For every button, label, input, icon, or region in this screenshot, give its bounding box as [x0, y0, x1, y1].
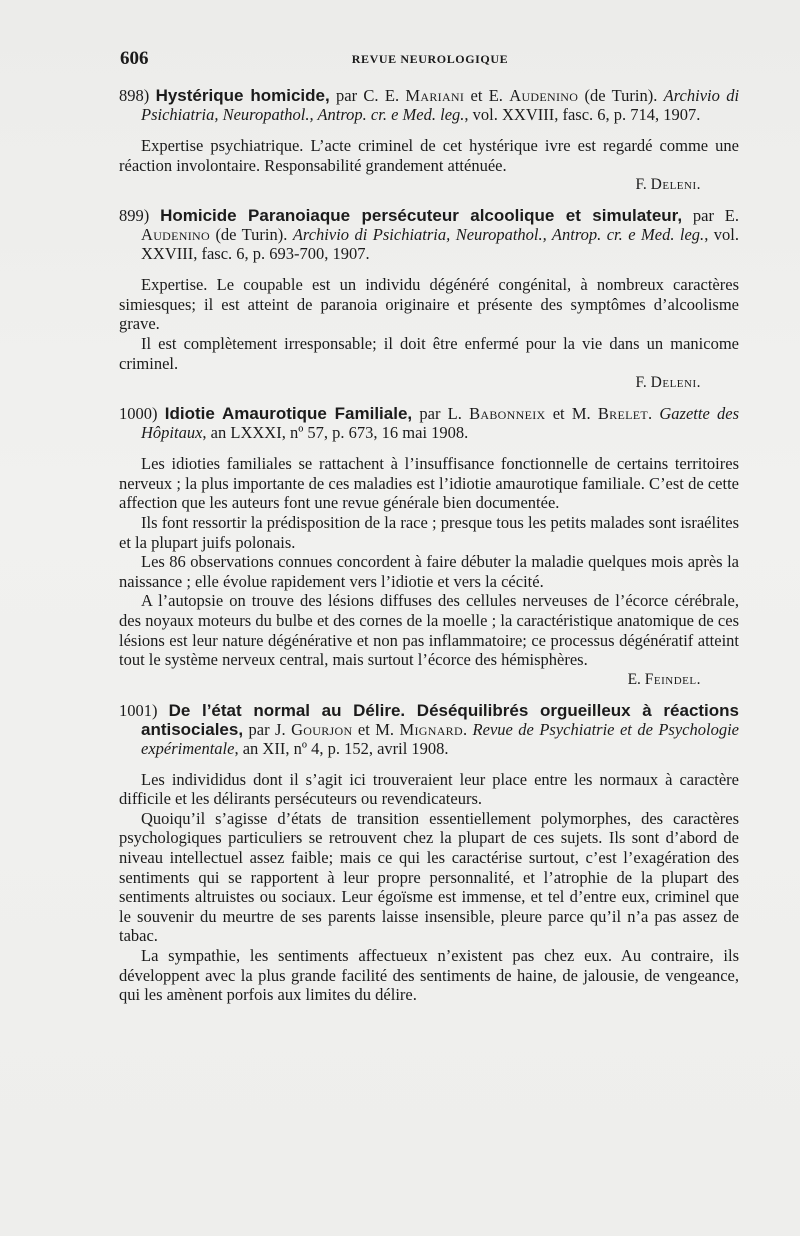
entry-number: 1000) [119, 404, 158, 424]
running-head: REVUE NEUROLOGIQUE [351, 52, 509, 66]
entry-author: Audenino [141, 225, 210, 245]
entry-text: par L. [412, 404, 470, 424]
entry-journal: Archivio di Psichiatria, Neuropathol., Antrop. cr. e Med. leg. [141, 86, 740, 124]
page-number: 606 [120, 48, 149, 69]
page-content [119, 86, 739, 1017]
signature-name: Deleni. [650, 374, 701, 392]
entry-body [119, 275, 739, 373]
entry-text: et M. [352, 719, 400, 739]
entry-journal: Revue de Psychiatrie et de Psychologie expérimentale [141, 719, 739, 758]
entry-reference: , vol. XXVIII, fasc. 6, p. 693-700, 1907. [141, 225, 739, 264]
paragraph: Quoiqu’il s’agisse d’états de transition essentiellement polymorphes, des caractères psychologiques particuliers se retrouvent chez la plupart de ces sujets. Ils sont d’abord de niveau intellectuel assez faible; mais ce qui les caractérise surtout, c’est l’exagération des sentiments qui se rapportent à leur propre personnalité, et l’atrophie de la plupart des sentiments altruistes ou sociaux. Leur égoïsme est immense, et tel d’entre eux, criminel que le souvenir du meurtre de ses parents laisse insensible, pleure parce qu’il n’a pas assez de tabac. [119, 808, 739, 946]
entry-body [119, 136, 739, 175]
entry-text: . [648, 404, 660, 424]
entry-heading [119, 404, 739, 442]
entry-text: (de Turin). [209, 225, 293, 245]
entry-heading [119, 86, 739, 124]
signature-initial: E. [627, 670, 645, 688]
entry-author: Gourjon [291, 719, 353, 739]
entry-number: 1001) [119, 700, 158, 720]
entry-reference: , an LXXXI, nº 57, p. 673, 16 mai 1908. [202, 423, 469, 443]
signature [119, 373, 739, 392]
paragraph: Les individidus dont il s’agit ici trouveraient leur place entre les normaux à caractère difficile et les délirants persécuteurs ou revendicateurs. [119, 769, 739, 809]
entry-journal: Archivio di Psichiatria, Neuropathol., Antrop. cr. e Med. leg. [292, 225, 705, 245]
entry-body [119, 454, 739, 670]
paragraph: Expertise psychiatrique. L’acte criminel de cet hystérique ivre est regardé comme une réaction involontaire. Responsabilité grandement atténuée. [119, 136, 739, 175]
entry-text: par J. [243, 719, 292, 739]
entry-author: Audenino [509, 86, 579, 105]
paragraph: A l’autopsie on trouve des lésions diffuses des cellules nerveuses de l’écorce cérébrale, des noyaux moteurs du bulbe et des cornes de la moelle ; la caractéristique anatomique de ces lésions est leur nature dégénérative et non pas inflammatoire; ce processus dégénératif atteint tout le système nerveux central, mais surtout l’écorce des hémisphères. [119, 591, 739, 670]
review-entry [119, 206, 739, 392]
paragraph: Ils font ressortir la prédisposition de la race ; presque tous les petits malades sont israélites et la plupart juifs polonais. [119, 512, 739, 552]
review-entry [119, 701, 739, 1005]
signature-initial: F. [635, 176, 651, 194]
entry-author: Brelet [597, 404, 649, 424]
entry-author: Mignard [399, 719, 463, 739]
entry-title: Idiotie Amaurotique Familiale, [164, 404, 413, 424]
entry-title: De l’état normal au Délire. Déséquilibrés orgueilleux à réactions antisociales, [141, 700, 740, 739]
entry-author: Mariani [405, 86, 465, 105]
entry-reference: , vol. XXVIII, fasc. 6, p. 714, 1907. [464, 105, 701, 124]
review-entry [119, 86, 739, 194]
signature-initial: F. [635, 374, 651, 392]
signature [119, 175, 739, 194]
entry-title: Homicide Paranoiaque persécuteur alcoolique et simulateur, [160, 206, 683, 226]
entry-number: 898) [119, 86, 150, 105]
entry-body [119, 770, 739, 1005]
entry-title: Hystérique homicide, [155, 86, 330, 105]
entry-text: et M. [545, 404, 598, 424]
entry-text: par C. E. [329, 86, 406, 105]
entry-author: Babonneix [469, 404, 546, 424]
entry-heading [119, 701, 739, 758]
signature [119, 670, 739, 689]
review-entry [119, 404, 739, 689]
entry-text: par E. [682, 206, 739, 226]
entry-journal: Gazette des Hôpitaux [141, 404, 740, 443]
paragraph: Les 86 observations connues concordent à faire débuter la maladie quelques mois après la naissance ; elle évolue rapidement vers l’idiotie et vers la cécité. [119, 552, 739, 591]
paragraph: Il est complètement irresponsable; il doit être enfermé pour la vie dans un manicome criminel. [119, 333, 739, 373]
signature-name: Feindel. [644, 670, 701, 688]
paragraph: La sympathie, les sentiments affectueux n’existent pas chez eux. Au contraire, ils développent avec la plus grande facilité des sentiments de haine, de jalousie, de vengeance, qui les amènent porfois aux limites du délire. [119, 946, 739, 1005]
entry-text: (de Turin). [578, 86, 664, 105]
paragraph: Les idioties familiales se rattachent à l’insuffisance fonctionnelle de certains territoires nerveux ; la plus importante de ces maladies est l’idiotie amaurotique familiale. C’est de cette affection que les auteurs font une revue générale bien documentée. [119, 454, 739, 513]
entry-number: 899) [119, 206, 150, 226]
entry-heading [119, 206, 739, 263]
entry-text: . [462, 719, 473, 739]
paragraph: Expertise. Le coupable est un individu dégénéré congénital, à nombreux caractères simiesques; il est atteint de paranoia originaire et présente des symptômes d’alcoolisme grave. [119, 275, 739, 334]
page-header [120, 48, 740, 72]
entry-text: et E. [464, 86, 510, 105]
entry-reference: , an XII, nº 4, p. 152, avril 1908. [234, 738, 449, 758]
signature-name: Deleni. [650, 176, 701, 194]
